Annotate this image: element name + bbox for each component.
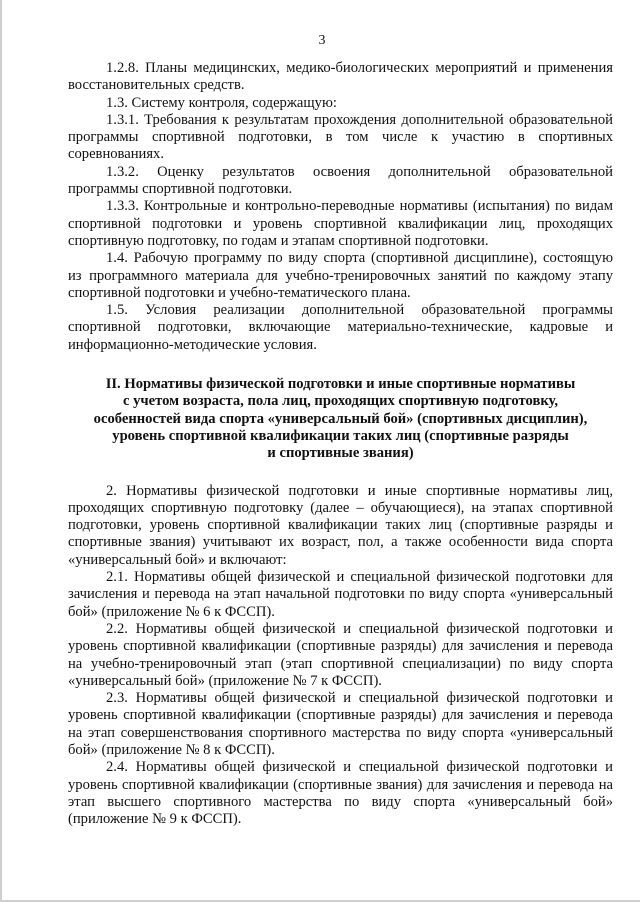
section-heading-line: и спортивные звания)	[267, 445, 414, 462]
section-heading-line: уровень спортивной квалификации таких лиц (спортивные разряды	[112, 427, 569, 444]
paragraph-2: 2. Нормативы физической подготовки и иные спортивные нормативы лиц, проходящих спортивную подготовку (далее – обучающиеся), на этапах спортивной подготовки, уровень спортивной квалификации таких лиц (спортивные разряды и спортивные звания) учитывают их возраст, пол, а также особенности вида спорта «универсальный бой» и включают:	[68, 482, 613, 568]
section-heading-line: с учетом возраста, пола лиц, проходящих спортивную подготовку,	[122, 393, 559, 410]
paragraph-1-5: 1.5. Условия реализации дополнительной образовательной программы спортивной подготовки, включающие материально-технические, кадровые и информационно-методические условия.	[68, 302, 613, 353]
paragraph-2-1: 2.1. Нормативы общей физической и специальной физической подготовки для зачисления и перевода на этап начальной подготовки по виду спорта «универсальный бой» (приложение № 6 к ФССП).	[68, 569, 613, 620]
page-number: 3	[318, 33, 326, 48]
paragraph-1-2-8: 1.2.8. Планы медицинских, медико-биологических мероприятий и применения восстановительных средств.	[68, 60, 613, 94]
paragraph-2-4: 2.4. Нормативы общей физической и специальной физической подготовки и уровень спортивной квалификации (спортивные звания) для зачисления и перевода на этап высшего спортивного мастерства по виду спорта «универсальный бой» (приложение № 9 к ФССП).	[68, 759, 613, 828]
section-heading-line: II. Нормативы физической подготовки и иные спортивные нормативы	[105, 376, 576, 393]
paragraph-1-3-1: 1.3.1. Требования к результатам прохождения дополнительной образовательной программы спортивной подготовки, в том числе к участию в спортивных соревнованиях.	[68, 111, 613, 163]
paragraph-2-3: 2.3. Нормативы общей физической и специальной физической подготовки и уровень спортивной квалификации (спортивные разряды) для зачисления и перевода на этап совершенствования спортивного мастерства по виду спорта «универсальный бой» (приложение № 8 к ФССП).	[68, 690, 613, 758]
paragraph-1-4: 1.4. Рабочую программу по виду спорта (спортивной дисциплине), состоящую из программного материала для учебно-тренировочных занятий по каждому этапу спортивной подготовки и учебно-тематического плана.	[68, 250, 613, 301]
section-heading-line: особенностей вида спорта «универсальный бой» (спортивных дисциплин),	[93, 410, 588, 427]
document-body	[68, 60, 613, 828]
paragraph-2-2: 2.2. Нормативы общей физической и специальной физической подготовки и уровень спортивной квалификации (спортивные разряды) для зачисления и перевода на учебно-тренировочный этап (этап спортивной специализации) по виду спорта «универсальный бой» (приложение № 7 к ФССП).	[68, 620, 613, 689]
paragraph-1-3-3: 1.3.3. Контрольные и контрольно-переводные нормативы (испытания) по видам спортивной подготовки и уровень спортивной квалификации лиц, проходящих спортивную подготовку, по годам и этапам спортивной подготовки.	[68, 198, 613, 249]
section-heading	[68, 376, 613, 462]
paragraph-1-3-2: 1.3.2. Оценку результатов освоения дополнительной образовательной программы спортивной подготовки.	[68, 163, 613, 198]
paragraph-1-3: 1.3. Систему контроля, содержащую:	[106, 94, 337, 111]
